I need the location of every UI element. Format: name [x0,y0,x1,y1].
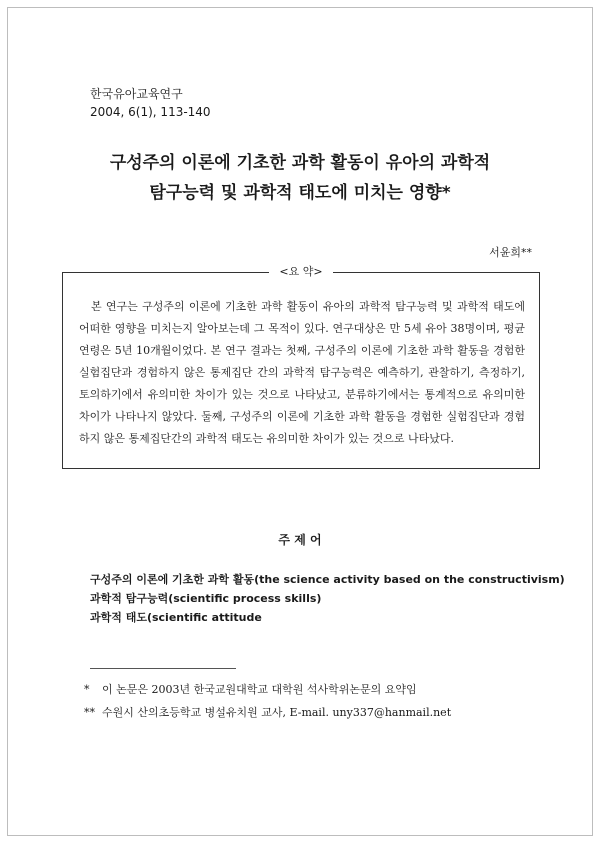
keyword-item: 구성주의 이론에 기초한 과학 활동(the science activity based on the constructivism) [90,573,565,586]
abstract-rule-right [333,272,505,273]
keywords-title: 주 제 어 [278,533,322,547]
keyword-item: 과학적 태도(scientific attitude [90,611,262,624]
title-line-2: 탐구능력 및 과학적 태도에 미치는 영향* [149,183,451,203]
journal-name: 한국유아교육연구 [90,87,183,101]
footnote [84,678,451,701]
abstract-text: 본 연구는 구성주의 이론에 기초한 과학 활동이 유아의 과학적 탐구능력 및 과학적 태도에 어떠한 영향을 미치는지 알아보는데 그 목적이 있다. 연구대상은 만 5세 유아 38명이며, 평균연령은 5년 10개월이었다. 본 연구 결과는 첫째, 구성주의 이론에 기초한 과학 활동을 경험한 실험집단과 경험하지 않은 통제집단 간의 과학적 탐구능력은 예측하기, 관찰하기, 측정하기, 토의하기에서 유의미한 차이가 있는 것으로 나타났고, 분류하기에서는 통계적으로 유의미한 차이가 나타나지 않았다. 둘째, 구성주의 이론에 기초한 과학 활동을 경험한 실험집단과 경험하지 않은 통제집단간의 과학적 태도는 유의미한 차이가 있는 것으로 나타났다. [79,300,525,445]
footnote-mark: * [84,683,90,696]
abstract-header [63,265,539,279]
abstract-label: <요 약> [269,265,332,279]
abstract-rule-left [97,272,269,273]
footnote [84,701,451,724]
title-line-1: 구성주의 이론에 기초한 과학 활동이 유아의 과학적 [109,153,491,173]
paper-title [80,148,520,208]
keywords-list [90,570,565,627]
journal-info [90,85,211,121]
keyword-item: 과학적 탐구능력(scientific process skills) [90,592,322,605]
footnote-mark: ** [84,706,95,719]
author-name: 서윤희** [489,246,532,259]
journal-citation: 2004, 6(1), 113-140 [90,105,211,119]
abstract-box [62,265,540,469]
footnote-text: 수원시 산의초등학교 병설유치원 교사, E-mail. uny337@hanmail.net [102,706,452,719]
footnotes [84,678,451,724]
footnote-text: 이 논문은 2003년 한국교원대학교 대학원 석사학위논문의 요약임 [102,683,417,696]
footnote-separator [90,668,236,669]
